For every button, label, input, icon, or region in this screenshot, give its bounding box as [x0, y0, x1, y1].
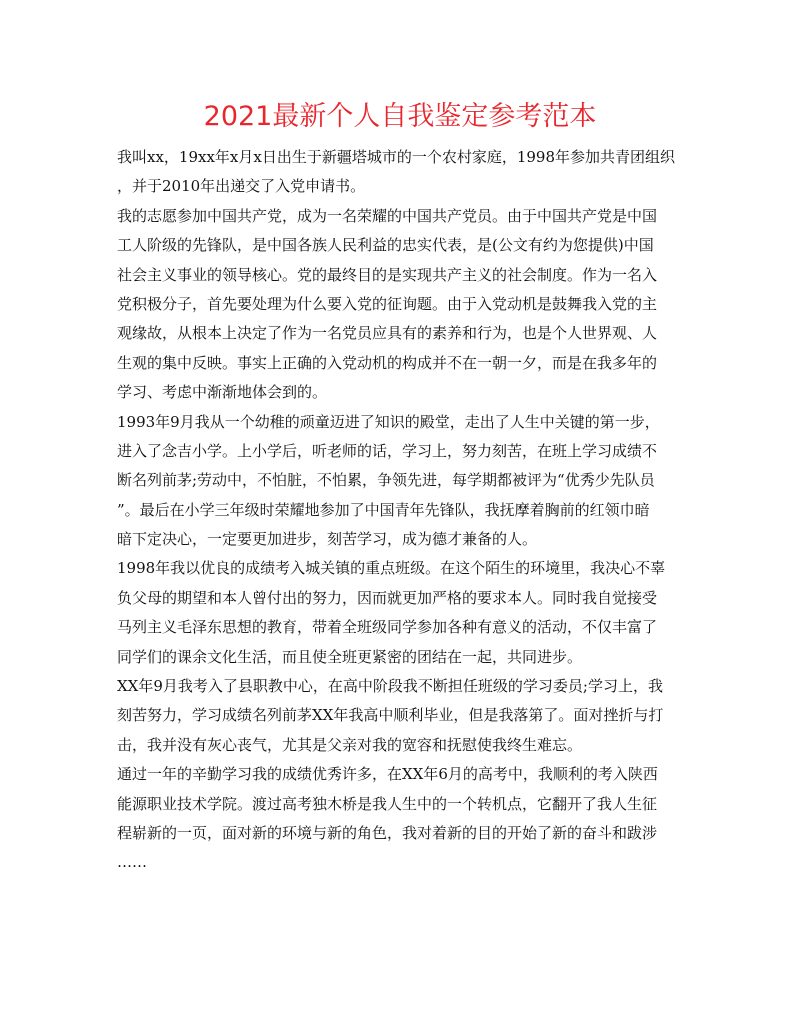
text-line: 能源职业技术学院。渡过高考独木桥是我人生中的一个转机点，它翻开了我人生征	[117, 794, 658, 813]
text-line: 通过一年的辛勤学习我的成绩优秀许多，在XX年6月的高考中，我顺利的考入陕西	[117, 765, 658, 784]
document-title: 2021最新个人自我鉴定参考范本	[203, 101, 597, 132]
text-line: ，并于2010年出递交了入党申请书。	[117, 177, 366, 196]
text-line: 断名列前茅;劳动中，不怕脏，不怕累，争领先进，每学期都被评为“优秀少先队员	[117, 471, 655, 490]
paragraph-motivation	[117, 202, 687, 408]
text-line: 暗下定决心，一定要更加进步，刻苦学习，成为德才兼备的人。	[117, 530, 538, 549]
paragraph-middle-school	[117, 554, 687, 672]
text-line: 同学们的课余文化生活，而且使全班更紧密的团结在一起，共同进步。	[117, 647, 583, 666]
text-line: 生观的集中反映。事实上正确的入党动机的构成并不在一朝一夕，而是在我多年的	[117, 353, 658, 372]
text-line: XX年9月我考入了县职教中心，在高中阶段我不断担任班级的学习委员;学习上，我	[117, 677, 663, 696]
text-line: 我的志愿参加中国共产党，成为一名荣耀的中国共产党员。由于中国共产党是中国	[117, 206, 658, 225]
text-line: 1998年我以优良的成绩考入城关镇的重点班级。在这个陌生的环境里，我决心不辜	[117, 559, 666, 578]
text-line: 程崭新的一页，面对新的环境与新的角色，我对着新的目的开始了新的奋斗和跋涉	[117, 823, 658, 842]
text-line: 观缘故，从根本上决定了作为一名党员应具有的素养和行为，也是个人世界观、人	[117, 324, 658, 343]
paragraph-college	[117, 760, 687, 878]
text-line: 学习、考虑中渐渐地体会到的。	[117, 383, 328, 402]
text-line: 1993年9月我从一个幼稚的顽童迈进了知识的殿堂，走出了人生中关键的第一步，	[117, 412, 660, 431]
text-line: 工人阶级的先锋队，是中国各族人民利益的忠实代表，是(公文有约为您提供)中国	[117, 236, 654, 255]
text-line: ”。最后在小学三年级时荣耀地参加了中国青年先锋队，我抚摩着胸前的红领巾暗	[117, 500, 650, 519]
text-line: 刻苦努力，学习成绩名列前茅XX年我高中顺利毕业，但是我落第了。面对挫折与打	[117, 706, 664, 725]
paragraph-primary-school	[117, 408, 687, 555]
paragraph-intro	[117, 143, 687, 202]
text-line: 击，我并没有灰心丧气，尤其是父亲对我的宽容和抚慰使我终生难忘。	[117, 735, 583, 754]
text-line: 我叫xx，19xx年x月x日出生于新疆塔城市的一个农村家庭，1998年参加共青团组织	[117, 148, 676, 166]
text-line: 负父母的期望和本人曾付出的努力，因而就更加严格的要求本人。同时我自觉接受	[117, 588, 658, 607]
text-line: ……	[117, 853, 147, 872]
text-line: 社会主义事业的领导核心。党的最终目的是实现共产主义的社会制度。作为一名入	[117, 265, 658, 284]
text-line: 马列主义毛泽东思想的教育，带着全班级同学参加各种有意义的活动，不仅丰富了	[117, 618, 658, 637]
text-line: 进入了念吉小学。上小学后，听老师的话，学习上，努力刻苦，在班上学习成绩不	[117, 441, 658, 460]
text-line: 党积极分子，首先要处理为什么要入党的征询题。由于入党动机是鼓舞我入党的主	[117, 294, 658, 313]
paragraph-high-school	[117, 672, 687, 760]
document-body	[117, 143, 687, 878]
